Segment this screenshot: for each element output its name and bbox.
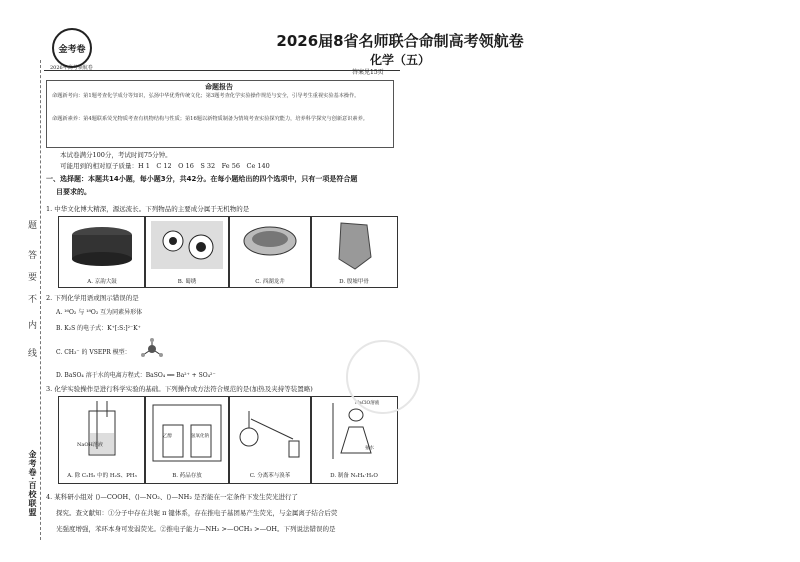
- gas-washing-bottle-image: [59, 397, 145, 467]
- q3-bottle1-label: 乙醇: [163, 434, 172, 439]
- q3-option-a-card: [58, 396, 146, 484]
- answer-reference: 答案见15页: [352, 69, 384, 76]
- q3-option-c-label: C. 分离苯与溴苯: [249, 473, 291, 479]
- q1-option-a-card: [58, 216, 146, 288]
- q2-option-d: D. BaSO₄ 溶于水的电离方程式：BaSO₄ ══ Ba²⁺ + SO₄²⁻: [56, 372, 216, 379]
- atomic-masses: 可能用到的相对原子质量：H 1 C 12 O 16 S 32 Fe 56 Ce 140: [60, 162, 270, 170]
- report-title: 命题报告: [205, 82, 233, 91]
- section-heading-cont: 目要求的。: [56, 188, 91, 196]
- question-4-line-2: 探究。查文献知：①分子中存在共轭 π 键体系，存在推电子基团易产生荧光，与金属离子结合后荧: [56, 509, 338, 517]
- drum-image: [59, 217, 145, 273]
- section-heading: 一、选择题：本题共14小题，每小题3分，共42分。在每小题给出的四个选项中，只有一项是符合题: [46, 175, 358, 183]
- page-title: 2026届8省名师联合命制高考领航卷: [276, 32, 524, 50]
- q1-option-d-label: D. 殷墟甲骨: [339, 279, 369, 285]
- logo-subtext: 2026年高考领航卷: [50, 65, 93, 71]
- question-2-stem: 2. 下列化学用语或图示错误的是: [46, 294, 139, 302]
- binding-char: 答: [28, 251, 38, 261]
- tea-bowl-image: [229, 217, 311, 273]
- q3-naclo-label: NaClO溶液: [355, 401, 380, 406]
- q3-option-d-label: D. 制备 N₂H₄·H₂O: [330, 473, 378, 479]
- logo: 金考卷: [52, 28, 92, 68]
- q1-option-b-card: [144, 216, 230, 288]
- distillation-apparatus-image: [229, 397, 311, 467]
- exam-info: 本试卷满分100分，考试时间75分钟。: [60, 151, 172, 159]
- q2-option-a: A. ¹⁶O₂ 与 ¹⁸O₂ 互为同素异形体: [56, 309, 143, 316]
- vsepr-model-icon: [140, 338, 164, 360]
- q3-option-b-label: B. 药品存放: [172, 473, 202, 479]
- q2-option-b: B. K₂S 的电子式：K⁺[:S:]²⁻K⁺: [56, 325, 141, 332]
- question-4-line-1: 4. 某科研小组对 ⟨⟩—COOH、⟨⟩—NO₂、⟨⟩—NH₂ 是否能在一定条件下发生荧光进行了: [46, 493, 298, 501]
- reagent-bottles-image: [145, 397, 229, 467]
- watermark-seal: [346, 340, 420, 414]
- binding-char: 内: [28, 321, 38, 331]
- q1-option-b-label: B. 蜀绣: [177, 279, 197, 285]
- oracle-bone-image: [311, 217, 397, 273]
- q1-option-a-label: A. 京韵大鼓: [87, 279, 117, 285]
- binding-line: [40, 60, 41, 540]
- question-1-stem: 1. 中华文化博大精深，源远流长。下列物品的主要成分属于无机物的是: [46, 205, 250, 213]
- report-paragraph-2: 命题新素养：第4题联系荧光物质考查有机物结构与性质；第16题以新物质制备为情境考查实验探究能力，培养科学探究与创新意识素养。: [52, 116, 368, 122]
- header-rule: [44, 70, 400, 71]
- q3-option-c-card: [228, 396, 312, 484]
- binding-margin: [0, 0, 44, 562]
- embroidery-image: [145, 217, 229, 273]
- q3-option-b-card: [144, 396, 230, 484]
- page-subtitle: 化学（五）: [369, 53, 430, 67]
- q3-naoh-label: NaOH溶液: [77, 442, 103, 448]
- question-4-line-3: 光强度增强，苯环本身可发弱荧光。②推电子能力—NH₂ >—OCH₃ >—OH。下列说法错误的是: [56, 525, 336, 533]
- q2-option-c: C. CH₃⁻ 的 VSEPR 模型：: [56, 349, 131, 356]
- q1-option-c-label: C. 西湖龙井: [255, 279, 285, 285]
- q1-option-d-card: [310, 216, 398, 288]
- report-paragraph-1: 命题新考向：第1题考查化学成分等知识，弘扬中华优秀传统文化；第3题考查化学实验操作规范与安全，引导考生重视实验基本操作。: [52, 93, 360, 99]
- q1-option-c-card: [228, 216, 312, 288]
- question-3-stem: 3. 化学实验操作是进行科学实验的基础。下列操作或方法符合规范的是(加热及夹持等装置略): [46, 385, 313, 393]
- binding-char: 题: [28, 221, 38, 231]
- binding-char: 要: [28, 273, 38, 283]
- binding-char: 不: [28, 295, 38, 305]
- binding-char: 线: [28, 349, 38, 359]
- binding-brand: 金考卷·百校联盟: [28, 450, 38, 517]
- q3-ammonia-label: 氨水: [365, 446, 374, 451]
- q3-option-a-label: A. 除 C₂H₂ 中的 H₂S、PH₃: [67, 473, 137, 479]
- q3-bottle2-label: 氢氧化钠: [191, 434, 209, 439]
